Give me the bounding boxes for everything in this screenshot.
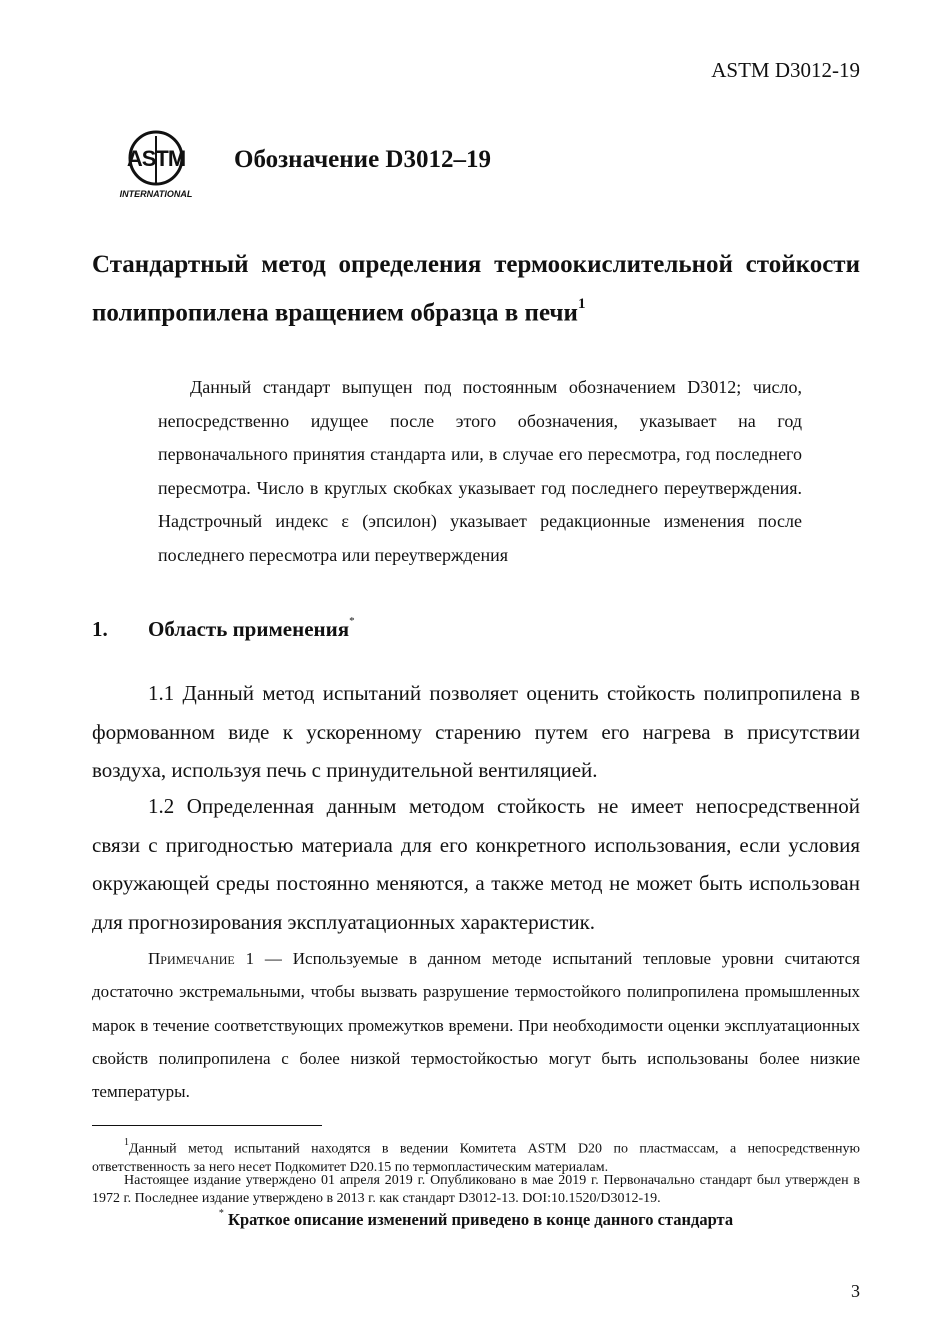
footnote-changes-text: Краткое описание изменений приведено в конце данного стандарта (228, 1210, 734, 1229)
section-number: 1. (92, 617, 108, 641)
logo-wordmark: ASTM (126, 146, 186, 171)
note-text: Используемые в данном методе испытаний тепловые уровни считаются достаточно экстремальными, чтобы вызвать разрушение термостойкого полипропилена промышленных марок в течение соответствующих промежутков времени. При необходимости оценки эксплуатационных свойств полипропилена с более низкой термостойкостью могут быть использованы более низкие температуры. (92, 949, 860, 1102)
document-code-header: ASTM D3012-19 (711, 58, 860, 82)
page-number: 3 (851, 1281, 860, 1301)
intro-paragraph: Данный стандарт выпущен под постоянным обозначением D3012; число, непосредственно идущее после этого обозначения, указывает на год первоначального принятия стандарта или, в случае его пересмотра, год последнего пересмотра. Число в круглых скобках указывает год последнего переутверждения. Надстрочный индекс ε (эпсилон) указывает редакционные изменения после последнего пересмотра или переутверждения (158, 377, 802, 565)
footnote-1-text: Данный метод испытаний находятся в ведении Комитета ASTM D20 по пластмассам, а непосредственную ответственность за него несет Подкомитет D20.15 по термопластическим материалам. (92, 1141, 860, 1175)
section-title (148, 617, 355, 642)
footnote-changes (92, 1207, 860, 1230)
logo-subtitle: INTERNATIONAL (119, 189, 193, 199)
footnote-divider (92, 1125, 322, 1126)
note-label: Примечание 1 — (148, 949, 282, 968)
paragraph-1-1: 1.1 Данный метод испытаний позволяет оценить стойкость полипропилена в формованном виде к ускоренному старению путем его нагрева в присутствии воздуха, используя печь с принудительной вентиляцией. (92, 681, 860, 782)
footnote-changes-mark: * (218, 1207, 224, 1219)
title-text: Стандартный метод определения термоокислительной стойкости полипропилена вращением образца в печи (92, 251, 860, 327)
footnote-edition: Настоящее издание утверждено 01 апреля 2019 г. Опубликовано в мае 2019 г. Первоначально стандарт был утвержден в 1972 г. Последнее издание утверждено в 2013 г. как стандарт D3012-13. DOI:10.1520/D3012-19. (92, 1173, 860, 1206)
section-title-text: Область применения (148, 617, 350, 641)
footnote-1 (92, 1136, 860, 1177)
standard-title (92, 244, 860, 334)
footnote-1-mark: 1 (124, 1137, 129, 1148)
title-footnote-mark: 1 (577, 296, 586, 312)
designation-heading: Обозначение D3012–19 (234, 146, 491, 173)
astm-international-logo (116, 128, 196, 200)
paragraph-1-2: 1.2 Определенная данным методом стойкость не имеет непосредственной связи с пригодностью материала для его конкретного использования, если условия окружающей среды постоянно меняются, а также метод не может быть использован для прогнозирования эксплуатационных характеристик. (92, 794, 860, 934)
note-1 (92, 942, 860, 1108)
section-title-mark: * (349, 615, 355, 627)
